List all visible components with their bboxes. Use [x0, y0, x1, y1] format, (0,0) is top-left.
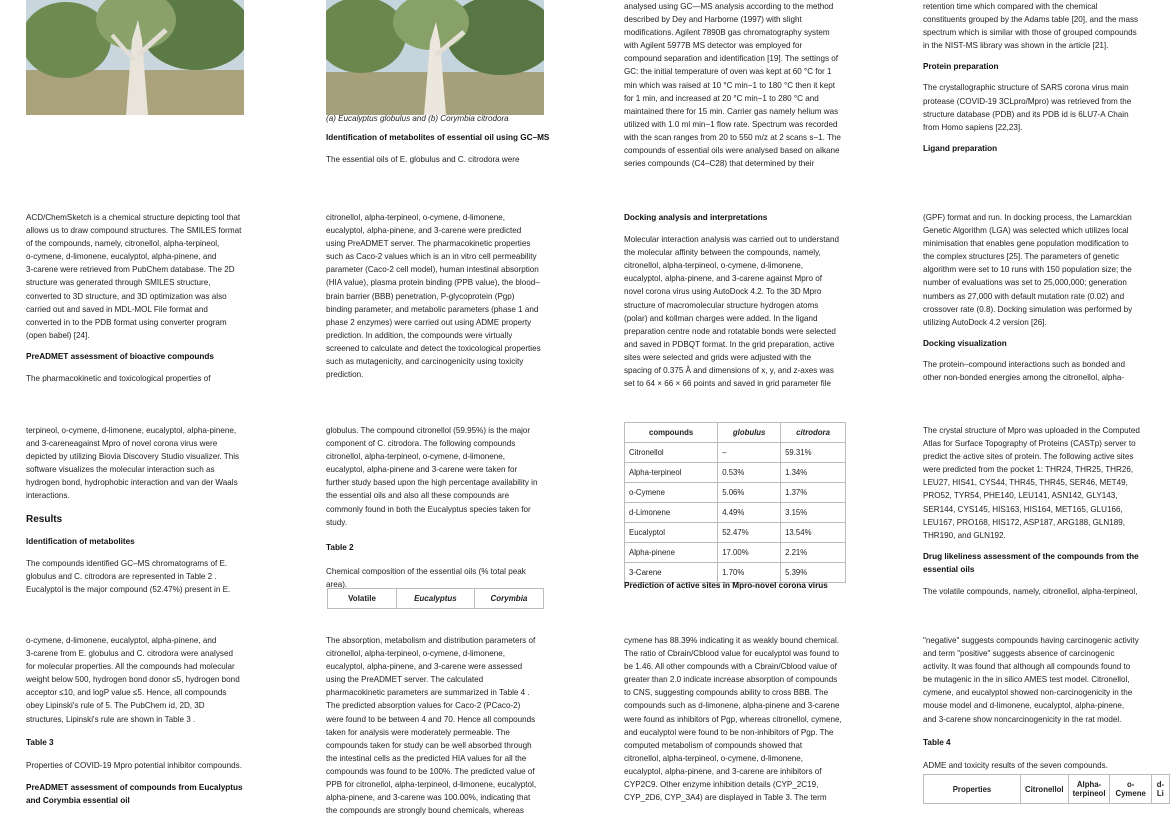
table2-body	[624, 422, 846, 583]
table-cell: Eucalyptol	[625, 523, 718, 543]
text-line: compound separation and identification [19]. The settings of	[624, 54, 839, 64]
preadmet-heading: PreADMET assessment of bioactive compounds	[26, 351, 214, 361]
text-line: CYP_2D6, CYP_3A4) are displayed in Table 3. The term	[624, 793, 827, 803]
figure-caption: (a) Eucalyptus globulus and (b) Corymbia citrodora	[326, 114, 509, 123]
text-line: activity. It was found that although all compounds found to	[923, 662, 1131, 672]
text-line: structure database (PDB) and its PDB id is 6LU7-A Chain	[923, 109, 1129, 119]
text-line: depicted by utilizing Biovia Discovery Studio visualizer. This	[26, 452, 240, 462]
text-line: eucalyptol, alpha-pinene, and 3-carene were predicted	[326, 226, 522, 236]
table3-label: Table 3	[26, 737, 54, 747]
text-line: and saved in PDBQT format. In the grid preparation, active	[624, 339, 835, 349]
corymbia-photo	[326, 0, 544, 115]
text-line: utilized with 1.0 ml min−1 flow rate. Spectrum was recorded	[624, 119, 838, 129]
text-line: maintained there for 15 min. Carrier gas namely helium was	[624, 106, 839, 116]
text-line: taken for analysis were moderately permeable. The	[326, 727, 510, 737]
ligand-preparation-heading: Ligand preparation	[923, 143, 998, 153]
text-line: compounds of essential oils were analysed based on alkane	[624, 146, 840, 156]
table-cell: Alpha-terpineol	[625, 463, 718, 483]
text-line: compounds taken for study can be well absorbed through	[326, 740, 532, 750]
text-line: The absorption, metabolism and distribution parameters of	[326, 636, 536, 645]
text-line: in the NIST-MS library was shown in the article [21].	[923, 41, 1109, 51]
text-line: utilizing AutoDock 4.2 version [26].	[923, 317, 1047, 327]
gcms-heading: Identification of metabolites of essential oil using GC–MS	[326, 133, 550, 143]
text-line: globulus and C. citrodora are represented in Table 2 .	[26, 571, 217, 581]
table-row	[625, 463, 846, 483]
text-line: phase 2 enzymes) were carried out using ADME property	[326, 317, 532, 327]
row2-col4-lines	[923, 211, 1149, 329]
text-line: series compounds (C4–C28) that determined by their	[624, 159, 815, 169]
text-line: allows us to draw compound structures. The SMILES format	[26, 226, 242, 236]
row3-col4	[923, 424, 1149, 598]
text-line: converted to 3D structure, and 3D optimization was also	[26, 291, 227, 301]
gcms-text: The essential oils of E. globulus and C. citrodora were	[326, 155, 520, 165]
text-line: be mutagenic in the in silico AMES test model. Citronellol,	[923, 675, 1130, 685]
text-line: described by Dey and Harborne (1997) with slight	[624, 15, 802, 25]
text-line: for molecular properties. All the compounds had molecular	[26, 662, 235, 672]
text-line: compounds such as d-limonene, alpha-pinene and 3-carene	[624, 701, 840, 711]
table-cell: 2.21%	[781, 543, 846, 563]
text-line: be 1.46. All other compounds with a Cbrain/Cblood value of	[624, 662, 837, 672]
active-sites-heading: Prediction of active sites in Mpro-novel corona virus	[624, 581, 828, 590]
table2-header-eucalyptus: Eucalyptus	[397, 589, 475, 609]
text-line: structure was generated through SMILES structure,	[26, 278, 211, 288]
text-line: cymene has 88.39% indicating it as weakly bound chemical.	[624, 636, 840, 645]
text-line: software visualizes the molecular interaction such as	[26, 465, 215, 475]
row4-col3-lines	[624, 634, 850, 804]
text-line: 3-carene were retrieved from PubChem database. The 2D	[26, 265, 235, 275]
table2-caption: Chemical composition of the essential oils (% total peak area).	[326, 566, 526, 589]
row4-col2	[326, 634, 552, 817]
text-line: min which was raised at 10 °C min−1 to 180 °C then it kept	[624, 80, 835, 90]
text-line: eucalyptol, alpha-pinene, and 3-carene are inhibitors of	[624, 766, 822, 776]
table2-header-corymbia: Corymbia	[474, 589, 543, 609]
text-line: PRO52, TYR54, PHE140, LEU141, ASN142, GLY143,	[923, 491, 1118, 501]
table-row	[625, 483, 846, 503]
text-line: cymene, and eucalyptol showed non-carcinogenicity in the	[923, 688, 1133, 698]
text-line: the molecular affinity between the compounds, namely,	[624, 248, 821, 258]
text-line: mouse model and d-limonene, eucalyptol, alpha-pinene,	[923, 701, 1125, 711]
text-line: terpineol, o-cymene, d-limonene, eucalyptol, alpha-pinene,	[26, 426, 237, 435]
text-line: hydrogen bond, hydrophobic interaction and van der Waals	[26, 478, 238, 488]
text-line: were found as inhibitors of Pgp, whereas citronellol, cymene,	[624, 714, 842, 724]
row4-col1	[26, 634, 252, 807]
text-line: and eucalyptol were found to be non-inhibitors of Pgp. The	[624, 727, 834, 737]
text-line: Atlas for Surface Topography of Proteins (CASTp) server to	[923, 439, 1136, 449]
text-line: brain barrier (BBB) penetration, P-glycoprotein (Pgp)	[326, 291, 515, 301]
text-line: converted in to the PDB format using converter program	[26, 317, 227, 327]
text-line: of the compounds, namely, citronellol, alpha-terpineol,	[26, 239, 220, 249]
text-line: to CNS, suggesting compounds ability to cross BBB. The	[624, 688, 829, 698]
row3-col2	[326, 424, 552, 591]
text-line: and term "positive" suggests absence of carcinogenic	[923, 649, 1115, 659]
text-line: the intestinal cells as the predicted HIA values for all the	[326, 753, 527, 763]
text-line: further study based upon the high percentage availability in	[326, 478, 538, 488]
table4-header	[923, 774, 1170, 804]
row2-col1	[26, 211, 252, 385]
row4-col3	[624, 634, 850, 804]
table-cell: 3.15%	[781, 503, 846, 523]
row3-col2-lines	[326, 424, 552, 529]
drug-likeliness-text: The volatile compounds, namely, citronellol, alpha-terpineol,	[923, 587, 1138, 597]
results-heading: Results	[26, 513, 63, 525]
text-line: commonly found in both the Eucalyptus species taken for	[326, 504, 531, 514]
text-line: citronellol, alpha-terpineol, o-cymene, d-limonene,	[624, 261, 804, 271]
text-line: o-cymene, d-limonene, eucalyptol, alpha-pinene, and	[26, 636, 217, 645]
text-line: THR190, and GLN192.	[923, 530, 1006, 540]
text-line: PPB for citronellol, alpha-terpineol, d-limonene, eucalyptol,	[326, 780, 537, 790]
table-cell: Citronellol	[625, 443, 718, 463]
text-line: novel corona virus using AutoDock 4.2. To the 3D Mpro	[624, 287, 822, 297]
row4-col2-lines	[326, 634, 552, 817]
text-line: set to 64 × 66 × 66 points and saved in grid parameter file	[624, 379, 831, 389]
text-line: modifications. Agilent 7890B gas chromatography system	[624, 28, 830, 38]
text-line: binding parameter, and metabolic parameters (phase 1 and	[326, 304, 539, 314]
text-line: The ratio of Cbrain/Cblood value for eucalyptol was found to	[624, 649, 840, 659]
table-cell: 5.39%	[781, 563, 846, 583]
text-line: were found to be between 4 and 70. Hence all compounds	[326, 714, 536, 724]
text-line: the compounds are strongly bound chemicals, whereas	[326, 806, 524, 816]
row3-col4-lines	[923, 424, 1149, 542]
text-line: greater than 2.0 indicate increase absorption of compounds	[624, 675, 838, 685]
text-line: protease (COVID-19 3CLpro/Mpro) was retrieved from the	[923, 96, 1132, 106]
text-line: were predicted from the pocket 1: THR24, THR25, THR26,	[923, 465, 1134, 475]
text-line: for 1 min, and increased at 20 °C min−1 to 280 °C and	[624, 93, 819, 103]
row1-col3	[624, 0, 850, 170]
text-line: The protein–compound interactions such as bonded and	[923, 359, 1126, 369]
table-row	[625, 523, 846, 543]
table-cell: –	[718, 443, 781, 463]
table2-header	[327, 588, 544, 609]
text-line: SER144, CYS145, HIS163, HIS164, MET165, GLU166,	[923, 504, 1123, 514]
row4-col1-lines	[26, 634, 252, 726]
text-line: other non-bonded energies among the citronellol, alpha-	[923, 373, 1125, 383]
metabolites-heading: Identification of metabolites	[26, 536, 135, 546]
text-line: carried out and saved in MDL-MOL File format and	[26, 304, 208, 314]
row3-col1-lines	[26, 424, 252, 503]
drug-likeliness-heading: Drug likeliness assessment of the compounds from the essential oils	[923, 551, 1139, 574]
row2-col2-lines	[326, 211, 552, 381]
text-line: analysed using GC—MS analysis according to the method	[624, 2, 834, 11]
text-line: citronellol, alpha-terpineol, o-cymene, d-limonene,	[624, 753, 804, 763]
row2-col1-lines	[26, 211, 252, 342]
table-cell: Alpha-pinene	[625, 543, 718, 563]
text-line: ACD/ChemSketch is a chemical structure depicting tool that	[26, 213, 241, 222]
row1-col4	[923, 0, 1149, 155]
docking-visualization-heading: Docking visualization	[923, 338, 1007, 348]
eucalyptus-photo	[26, 0, 244, 115]
text-line: The crystal structure of Mpro was uploaded in the Computed	[923, 426, 1140, 435]
text-line: constituents grouped by the Adams table [20], and the mass	[923, 15, 1139, 25]
row2-col2	[326, 211, 552, 381]
text-line: globulus. The compound citronellol (59.95%) is the major	[326, 426, 531, 435]
table-cell: 3-Carene	[625, 563, 718, 583]
text-line: The crystallographic structure of SARS corona virus main	[923, 83, 1129, 93]
text-line: such as Caco-2 values which is an in vitro cell permeability	[326, 252, 537, 262]
table3-caption: Properties of COVID-19 Mpro potential inhibitor compounds.	[26, 760, 242, 770]
row4-col4-lines	[923, 634, 1149, 726]
row1-col4-lines2	[923, 81, 1149, 133]
text-line: The predicted absorption values for Caco-2 (PCaco-2)	[326, 701, 521, 711]
text-line: GC: the initial temperature of oven was kept at 60 °C for 1	[624, 67, 832, 77]
text-line: citronellol, alpha-terpineol, o-cymene, d-limonene,	[326, 213, 506, 222]
text-line: eucalyptol, alpha-pinene, and 3-carene were assessed	[326, 662, 523, 672]
table-cell: 17.00%	[718, 543, 781, 563]
text-line: Eucalyptol is the major compound (52.47%) present in E.	[26, 584, 231, 594]
text-line: parameter (Caco-2 cell model), human intestinal absorption	[326, 265, 539, 275]
table-cell: 52.47%	[718, 523, 781, 543]
text-line: LEU167, PRO168, HIS172, ASP187, ARG188, GLN189,	[923, 517, 1126, 527]
text-line: component of C. citrodora. The following compounds	[326, 439, 516, 449]
text-line: such as mutagenicity, and carcinogenicity using toxicity	[326, 357, 524, 367]
text-line: 3-carene from E. globulus and C. citrodora were analysed	[26, 649, 233, 659]
text-line: "negative" suggests compounds having carcinogenic activity	[923, 636, 1139, 645]
text-line: o-cymene, d-limonene, eucalyptol, alpha-pinene, and	[26, 252, 217, 262]
table-cell: 1.70%	[718, 563, 781, 583]
text-line: alpha-pinene, and 3-carene was 100.00%, indicating that	[326, 793, 531, 803]
table2-label: Table 2	[326, 542, 354, 552]
row4-col4	[923, 634, 1149, 772]
text-line: obey Lipinski's rule of 5. The PubChem id, 2D, 3D	[26, 701, 205, 711]
text-line: (GPF) format and run. In docking process, the Lamarckian	[923, 213, 1132, 222]
text-line: structure of macromolecular structure hydrogen atoms	[624, 300, 819, 310]
table-cell: 0.53%	[718, 463, 781, 483]
text-line: computed metabolism of compounds showed that	[624, 740, 803, 750]
text-line: minimisation that enables gene population modification to	[923, 239, 1129, 249]
text-line: numbers as 27,000 with default mutation rate (0.02) and	[923, 291, 1125, 301]
text-line: study.	[326, 517, 347, 527]
text-line: spacing of 0.375 Å and dimensions of x, y, and z-axes was	[624, 366, 834, 376]
table4-header-d-limonene: d-Li	[1151, 775, 1169, 804]
text-line: acceptor ≤10, and logP value ≤5. Hence, all compounds	[26, 688, 227, 698]
row3-col1	[26, 424, 252, 596]
text-line: pharmacokinetic parameters are summarized in Table 4 .	[326, 688, 530, 698]
text-line: (HIA value), plasma protein binding (PPB value), the blood–	[326, 278, 540, 288]
table-cell: o-Cymene	[625, 483, 718, 503]
table2-header-volatile: Volatile	[328, 589, 397, 609]
text-line: interactions.	[26, 491, 70, 501]
text-line: citronellol, alpha-terpineol, o-cymene, d-limonene,	[326, 452, 506, 462]
text-line: structures, Lipinski's rule are shown in Table 3 .	[26, 714, 196, 724]
text-line: number of evaluations was set to 25,000,000; generation	[923, 278, 1127, 288]
col-globulus: globulus	[718, 423, 781, 443]
table-cell: 59.31%	[781, 443, 846, 463]
text-line: predict the active sites of protein. The following active sites	[923, 452, 1134, 462]
table4-header-alpha-terpineol: Alpha-terpineol	[1068, 775, 1110, 804]
table-cell: 1.34%	[781, 463, 846, 483]
text-line: weight below 500, hydrogen bond donor ≤5, hydrogen bond	[26, 675, 240, 685]
text-line: the essential oils and also all these compounds are	[326, 491, 510, 501]
row2-col4	[923, 211, 1149, 384]
table4-header-properties: Properties	[924, 775, 1021, 804]
table4-header-citronellol: Citronellol	[1021, 775, 1069, 804]
text-line: prediction.	[326, 370, 364, 380]
text-line: screened to calculate and detect the toxicological properties	[326, 343, 541, 353]
table-cell: d-Limonene	[625, 503, 718, 523]
docking-analysis-heading: Docking analysis and interpretations	[624, 213, 768, 222]
table4-caption: ADME and toxicity results of the seven compounds.	[923, 760, 1108, 770]
text-line: Molecular interaction analysis was carried out to understand	[624, 235, 840, 245]
text-line: preparation centre node and rotatable bonds were selected	[624, 326, 836, 336]
row1-col2	[326, 112, 552, 166]
text-line: spectrum which is similar with those of grouped compounds	[923, 28, 1137, 38]
table4-header-o-cymene: o-Cymene	[1110, 775, 1151, 804]
text-line: using the PreADMET server. The calculated	[326, 675, 484, 685]
text-line: from Homo sapiens [22,23].	[923, 122, 1023, 132]
text-line: (polar) and kollman charges were added. In the ligand	[624, 313, 818, 323]
col-citrodora: citrodora	[781, 423, 846, 443]
text-line: the complex structures [25]. The parameters of genetic	[923, 252, 1119, 262]
row1-col4-lines	[923, 0, 1149, 52]
text-line: eucalyptol, alpha-pinene, and 3-carene against Mpro of	[624, 274, 822, 284]
text-line: with Agilent 5977B MS detector was employed for	[624, 41, 803, 51]
table-cell: 5.06%	[718, 483, 781, 503]
text-line: eucalyptol, alpha-pinene and 3-carene were taken for	[326, 465, 518, 475]
preadmet-compounds-heading: PreADMET assessment of compounds from Eucalyptus and Corymbia essential oil	[26, 782, 243, 805]
col-compounds: compounds	[625, 423, 718, 443]
table4-label: Table 4	[923, 737, 951, 747]
row3-col1-lines2	[26, 557, 252, 596]
text-line: and 3-careneagainst Mpro of novel corona virus were	[26, 439, 218, 449]
table-cell: 4.49%	[718, 503, 781, 523]
table-cell: 1.37%	[781, 483, 846, 503]
text-line: LEU27, HIS41, CYS44, THR45, THR45, SER46, MET49,	[923, 478, 1128, 488]
text-line: using PreADMET server. The pharmacokinetic properties	[326, 239, 531, 249]
text-line: with the scan ranges from 20 to 550 m/z at 2 scans s−1. The	[624, 132, 841, 142]
text-line: algorithm were set to 10 runs with 150 population size; the	[923, 265, 1132, 275]
text-line: The compounds identified GC–MS chromatograms of E.	[26, 558, 228, 568]
row2-col4-lines2	[923, 358, 1149, 384]
text-line: prediction. In addition, the compounds were virtually	[326, 330, 513, 340]
table-row	[625, 543, 846, 563]
row1-col3-lines	[624, 0, 850, 170]
text-line: CYP2C9. Other enzyme inhibition details (CYP_2C19,	[624, 780, 819, 790]
text-line: sites were selected and grids were adjusted with the	[624, 352, 812, 362]
text-line: citronellol, alpha-terpineol, o-cymene, d-limonene,	[326, 649, 506, 659]
protein-preparation-heading: Protein preparation	[923, 62, 999, 72]
preadmet-text: The pharmacokinetic and toxicological properties of	[26, 374, 211, 384]
text-line: Genetic Algorithm (LGA) was selected which utilizes local	[923, 226, 1129, 236]
table-row	[625, 443, 846, 463]
text-line: (open babel) [24].	[26, 330, 90, 340]
text-line: compounds was found to be 100%. The predicted value of	[326, 766, 535, 776]
row2-col3	[624, 211, 850, 390]
table-cell: 13.54%	[781, 523, 846, 543]
text-line: and 3-carene show noncarcinogenicity in the rat model.	[923, 714, 1122, 724]
text-line: crossover rate (0.8). Docking simulation was performed by	[923, 304, 1133, 314]
text-line: retention time which compared with the chemical	[923, 2, 1098, 11]
table-row	[625, 503, 846, 523]
row2-col3-lines	[624, 233, 850, 390]
